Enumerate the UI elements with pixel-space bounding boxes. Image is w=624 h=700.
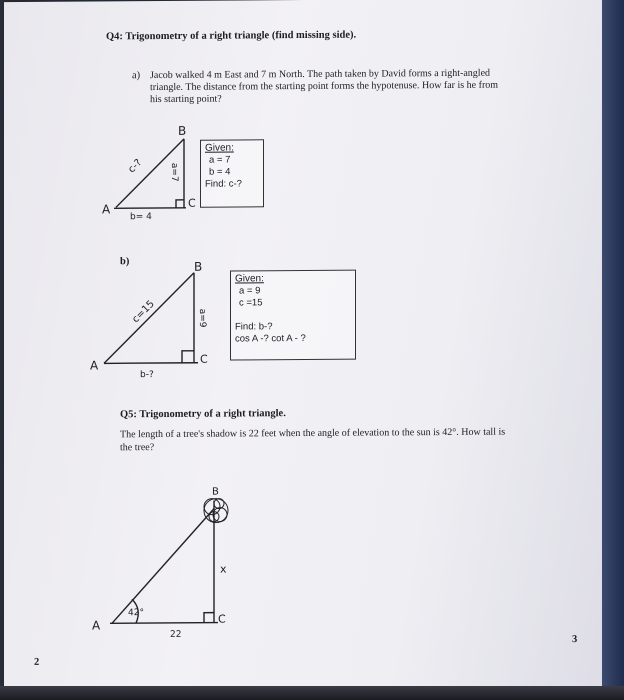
triangle-a-side-b: b= 4: [130, 212, 152, 223]
triangle-a-vertex-c: C: [188, 196, 196, 210]
triangle-q5: [110, 501, 218, 624]
q5-vertex-b: B: [212, 486, 219, 498]
q4b-given-a: a = 9: [239, 285, 261, 297]
q5-line2: the tree?: [120, 442, 155, 454]
q4b-label: b): [120, 256, 130, 268]
page-number-left: 2: [34, 656, 40, 668]
q4b-given-title: Given:: [235, 273, 264, 285]
q4a-given-a: a = 7: [209, 154, 231, 166]
triangle-a-right-angle-mark: [176, 200, 184, 208]
q4a-label: a): [132, 70, 141, 82]
q4a-given-b: b = 4: [209, 166, 231, 178]
triangle-b-vertex-b: B: [194, 259, 203, 274]
q5-shadow-base: [110, 623, 218, 624]
q4b-find-1: Find: b-?: [235, 321, 273, 333]
q5-vertex-c: C: [218, 612, 226, 626]
q4a-line3: his starting point?: [150, 93, 222, 106]
q5-base-label: 22: [170, 629, 182, 640]
triangle-a-side-a: a=7: [169, 162, 179, 182]
tree-crown-scribble: [204, 499, 228, 523]
triangle-b-hypotenuse: [104, 273, 194, 364]
q5-title: Q5: Trigonometry of a right triangle.: [120, 408, 286, 421]
triangle-b-vertex-c: C: [200, 352, 208, 366]
worksheet-page: [4, 0, 604, 692]
triangle-a-vertex-b: B: [178, 123, 187, 138]
triangle-b-side-c: c=15: [130, 298, 157, 326]
page-number-right: 3: [572, 634, 578, 646]
background-edge-right: [602, 0, 624, 700]
q4a-line2: triangle. The distance from the starting point forms the hypotenuse. How far is he from: [150, 79, 499, 94]
q5-angle-label: 42°: [128, 608, 144, 619]
q4a-given-title: Given:: [205, 142, 234, 154]
q4a-line1: Jacob walked 4 m East and 7 m North. The path taken by David forms a right-angled: [150, 67, 491, 82]
q4b-given-c: c =15: [239, 297, 263, 309]
triangle-b-side-b: b-?: [140, 370, 154, 381]
triangle-b-right-angle-mark: [182, 351, 194, 363]
triangle-a-base: [114, 208, 186, 209]
triangle-a-side-c: c-?: [126, 157, 145, 176]
background-edge-bottom: [0, 686, 624, 700]
q4a-find: Find: c-?: [205, 178, 242, 190]
q5-hypotenuse: [112, 509, 214, 624]
q4b-find-2: cos A -? cot A - ?: [235, 332, 306, 345]
triangle-b-base: [104, 363, 198, 364]
q5-side-x: x: [220, 562, 227, 576]
q5-right-angle-mark: [204, 613, 214, 623]
triangle-a-vertex-a: A: [102, 202, 111, 217]
triangle-b: [104, 273, 198, 364]
q4-title: Q4: Trigonometry of a right triangle (find missing side).: [106, 29, 357, 43]
triangle-b-side-a: a=9: [197, 308, 207, 328]
handwritten-diagrams: [4, 0, 604, 692]
triangle-b-vertex-a: A: [90, 358, 99, 373]
q5-line1: The length of a tree's shadow is 22 feet when the angle of elevation to the sun is 42°. How tall is: [120, 426, 506, 441]
q5-vertex-a: A: [92, 618, 101, 633]
